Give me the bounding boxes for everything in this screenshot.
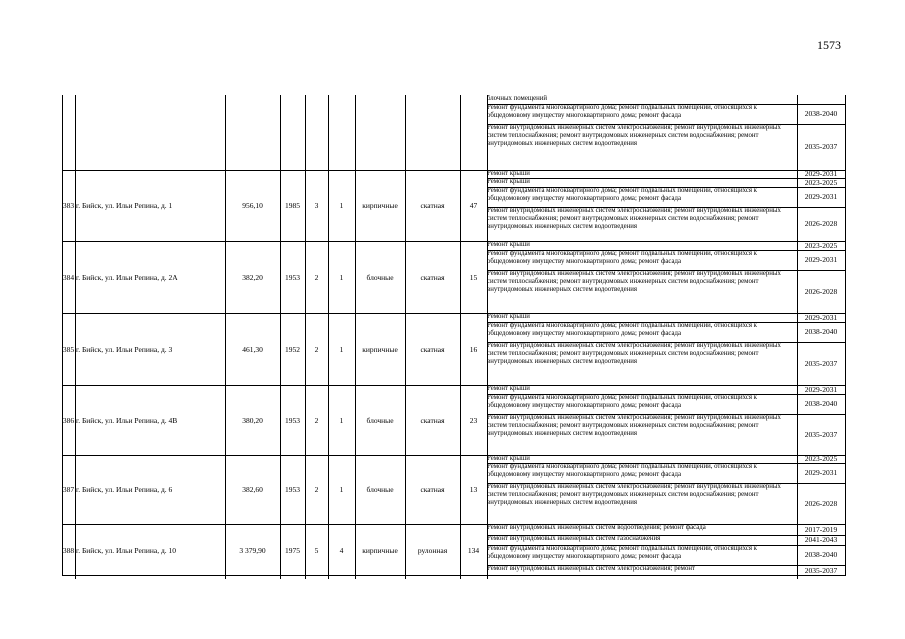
work-description: Ремонт фундамента многоквартирного дома; ремонт подвальных помещений, относящихся к общедомовому имуществу многоквартирного дома; ремонт фасада	[487, 250, 757, 265]
work-period: 2029-2031	[804, 468, 838, 477]
work-period: 2041-2043	[804, 535, 838, 544]
area: 382,60	[242, 485, 263, 494]
work-description: Ремонт крыши	[487, 241, 530, 248]
wall-material: кирпичные	[362, 201, 398, 210]
work-description: Ремонт фундамента многоквартирного дома; ремонт подвальных помещений, относящихся к общедомовому имуществу многоквартирного дома; ремонт фасада	[487, 394, 757, 409]
entrances: 1	[339, 272, 344, 282]
work-period: 2035-2037	[804, 430, 838, 439]
work-description: Ремонт внутридомовых инженерных систем электроснабжения; ремонт внутридомовых инженерных систем теплоснабжения; ремонт внутридомовых инженерных систем водоснабжения; ремонт внутридомовых инженерных систем водоотведения	[487, 414, 781, 437]
work-description: Ремонт внутридомовых инженерных систем электроснабжения; ремонт	[487, 565, 695, 572]
roof-type: скатная	[420, 201, 445, 210]
row-divider	[62, 575, 846, 576]
work-period: 2029-2031	[804, 169, 838, 178]
wall-material: блочные	[366, 272, 394, 282]
work-description: Ремонт крыши	[487, 455, 530, 462]
work-description: Ремонт внутридомовых инженерных систем газоснабжения	[487, 535, 661, 542]
work-description: Ремонт фундамента многоквартирного дома; ремонт подвальных помещений, относящихся к общедомовому имуществу многоквартирного дома; ремонт фасада	[487, 322, 757, 337]
entrances: 1	[339, 415, 344, 425]
roof-type: скатная	[420, 344, 445, 354]
work-period: 2035-2037	[804, 142, 838, 151]
year-built: 1953	[285, 272, 300, 282]
wall-material: кирпичные	[362, 545, 398, 555]
wall-material: кирпичные	[362, 344, 398, 354]
address: г. Бийск, ул. Ильи Репина, д. 6	[76, 485, 173, 494]
work-period: 2038-2040	[804, 109, 838, 118]
entrances: 1	[339, 344, 344, 354]
work-period: 2038-2040	[804, 327, 838, 336]
floors: 5	[314, 545, 319, 555]
row-number: 386	[62, 415, 75, 425]
area: 956,10	[242, 201, 263, 210]
row-number: 384	[62, 272, 75, 282]
residents: 134	[467, 545, 480, 555]
area: 382,20	[242, 272, 263, 282]
roof-type: скатная	[420, 485, 445, 494]
work-description: блочных помещений	[487, 95, 548, 102]
residents: 13	[469, 485, 478, 494]
floors: 3	[314, 201, 319, 210]
work-description: Ремонт фундамента многоквартирного дома; ремонт подвальных помещений, относящихся к общедомовому имуществу многоквартирного дома; ремонт фасада	[487, 545, 757, 560]
entrances: 1	[339, 201, 344, 210]
work-description: Ремонт крыши	[487, 170, 530, 177]
roof-type: рулонная	[417, 545, 448, 555]
entrances: 4	[339, 545, 344, 555]
address: г. Бийск, ул. Ильи Репина, д. 10	[76, 545, 177, 555]
work-description: Ремонт внутридомовых инженерных систем электроснабжения; ремонт внутридомовых инженерных систем теплоснабжения; ремонт внутридомовых инженерных систем водоснабжения; ремонт внутридомовых инженерных систем водоотведения	[487, 207, 781, 230]
row-number: 387	[62, 485, 75, 494]
row-number: 385	[62, 344, 75, 354]
address: г. Бийск, ул. Ильи Репина, д. 1	[76, 201, 173, 210]
work-period: 2026-2028	[804, 287, 838, 296]
address: г. Бийск, ул. Ильи Репина, д. 4В	[76, 415, 178, 425]
work-description: Ремонт фундамента многоквартирного дома; ремонт подвальных помещений, относящихся к общедомовому имуществу многоквартирного дома; ремонт фасада	[487, 187, 757, 202]
residents: 16	[469, 344, 478, 354]
floors: 2	[314, 485, 319, 494]
work-period: 2035-2037	[804, 566, 838, 575]
area: 380,20	[242, 415, 263, 425]
work-description: Ремонт внутридомовых инженерных систем электроснабжения; ремонт внутридомовых инженерных систем теплоснабжения; ремонт внутридомовых инженерных систем водоснабжения; ремонт внутридомовых инженерных систем водоотведения	[487, 270, 781, 293]
work-period: 2038-2040	[804, 550, 838, 559]
floors: 2	[314, 344, 319, 354]
work-period: 2029-2031	[804, 255, 838, 264]
floors: 2	[314, 272, 319, 282]
work-description: Ремонт крыши	[487, 313, 530, 320]
year-built: 1953	[285, 485, 300, 494]
row-number: 383	[62, 201, 75, 210]
work-description: Ремонт внутридомовых инженерных систем электроснабжения; ремонт внутридомовых инженерных систем теплоснабжения; ремонт внутридомовых инженерных систем водоснабжения; ремонт внутридомовых инженерных систем водоотведения	[487, 483, 781, 506]
residents: 47	[469, 201, 478, 210]
work-period: 2023-2025	[804, 241, 838, 250]
work-period: 2017-2019	[804, 525, 838, 534]
area: 3 379,90	[239, 545, 266, 555]
year-built: 1975	[285, 545, 300, 555]
area: 461,30	[242, 344, 263, 354]
work-period: 2029-2031	[804, 192, 838, 201]
residents: 23	[469, 415, 478, 425]
work-period: 2029-2031	[804, 313, 838, 322]
entrances: 1	[339, 485, 344, 494]
year-built: 1952	[285, 344, 300, 354]
work-description: Ремонт фундамента многоквартирного дома; ремонт подвальных помещений, относящихся к общедомовому имуществу многоквартирного дома; ремонт фасада	[487, 104, 757, 119]
work-period: 2038-2040	[804, 399, 838, 408]
work-description: Ремонт внутридомовых инженерных систем электроснабжения; ремонт внутридомовых инженерных систем теплоснабжения; ремонт внутридомовых инженерных систем водоснабжения; ремонт внутридомовых инженерных систем водоотведения	[487, 342, 781, 365]
work-period: 2026-2028	[804, 219, 838, 228]
work-period: 2023-2025	[804, 454, 838, 463]
year-built: 1953	[285, 415, 300, 425]
wall-material: блочные	[366, 485, 394, 494]
work-description: Ремонт внутридомовых инженерных систем электроснабжения; ремонт внутридомовых инженерных систем теплоснабжения; ремонт внутридомовых инженерных систем водоснабжения; ремонт внутридомовых инженерных систем водоотведения	[487, 124, 781, 147]
work-period: 2035-2037	[804, 359, 838, 368]
roof-type: скатная	[420, 415, 445, 425]
floors: 2	[314, 415, 319, 425]
work-period: 2023-2025	[804, 178, 838, 187]
work-description: Ремонт внутридомовых инженерных систем водоотведения; ремонт фасада	[487, 524, 706, 531]
year-built: 1985	[285, 201, 300, 210]
row-number: 388	[62, 545, 75, 555]
work-period	[797, 95, 845, 104]
address: г. Бийск, ул. Ильи Репина, д. 2А	[76, 272, 178, 282]
page-number: 1573	[817, 38, 841, 52]
work-description: Ремонт фундамента многоквартирного дома; ремонт подвальных помещений, относящихся к общедомовому имуществу многоквартирного дома; ремонт фасада	[487, 463, 757, 478]
residents: 15	[469, 272, 478, 282]
row-divider	[487, 104, 845, 105]
roof-type: скатная	[420, 272, 445, 282]
address: г. Бийск, ул. Ильи Репина, д. 3	[76, 344, 173, 354]
row-divider	[487, 124, 845, 125]
work-period: 2029-2031	[804, 385, 838, 394]
work-description: Ремонт крыши	[487, 385, 530, 392]
work-description: Ремонт крыши	[487, 178, 530, 185]
work-period: 2026-2028	[804, 499, 838, 508]
wall-material: блочные	[366, 415, 394, 425]
